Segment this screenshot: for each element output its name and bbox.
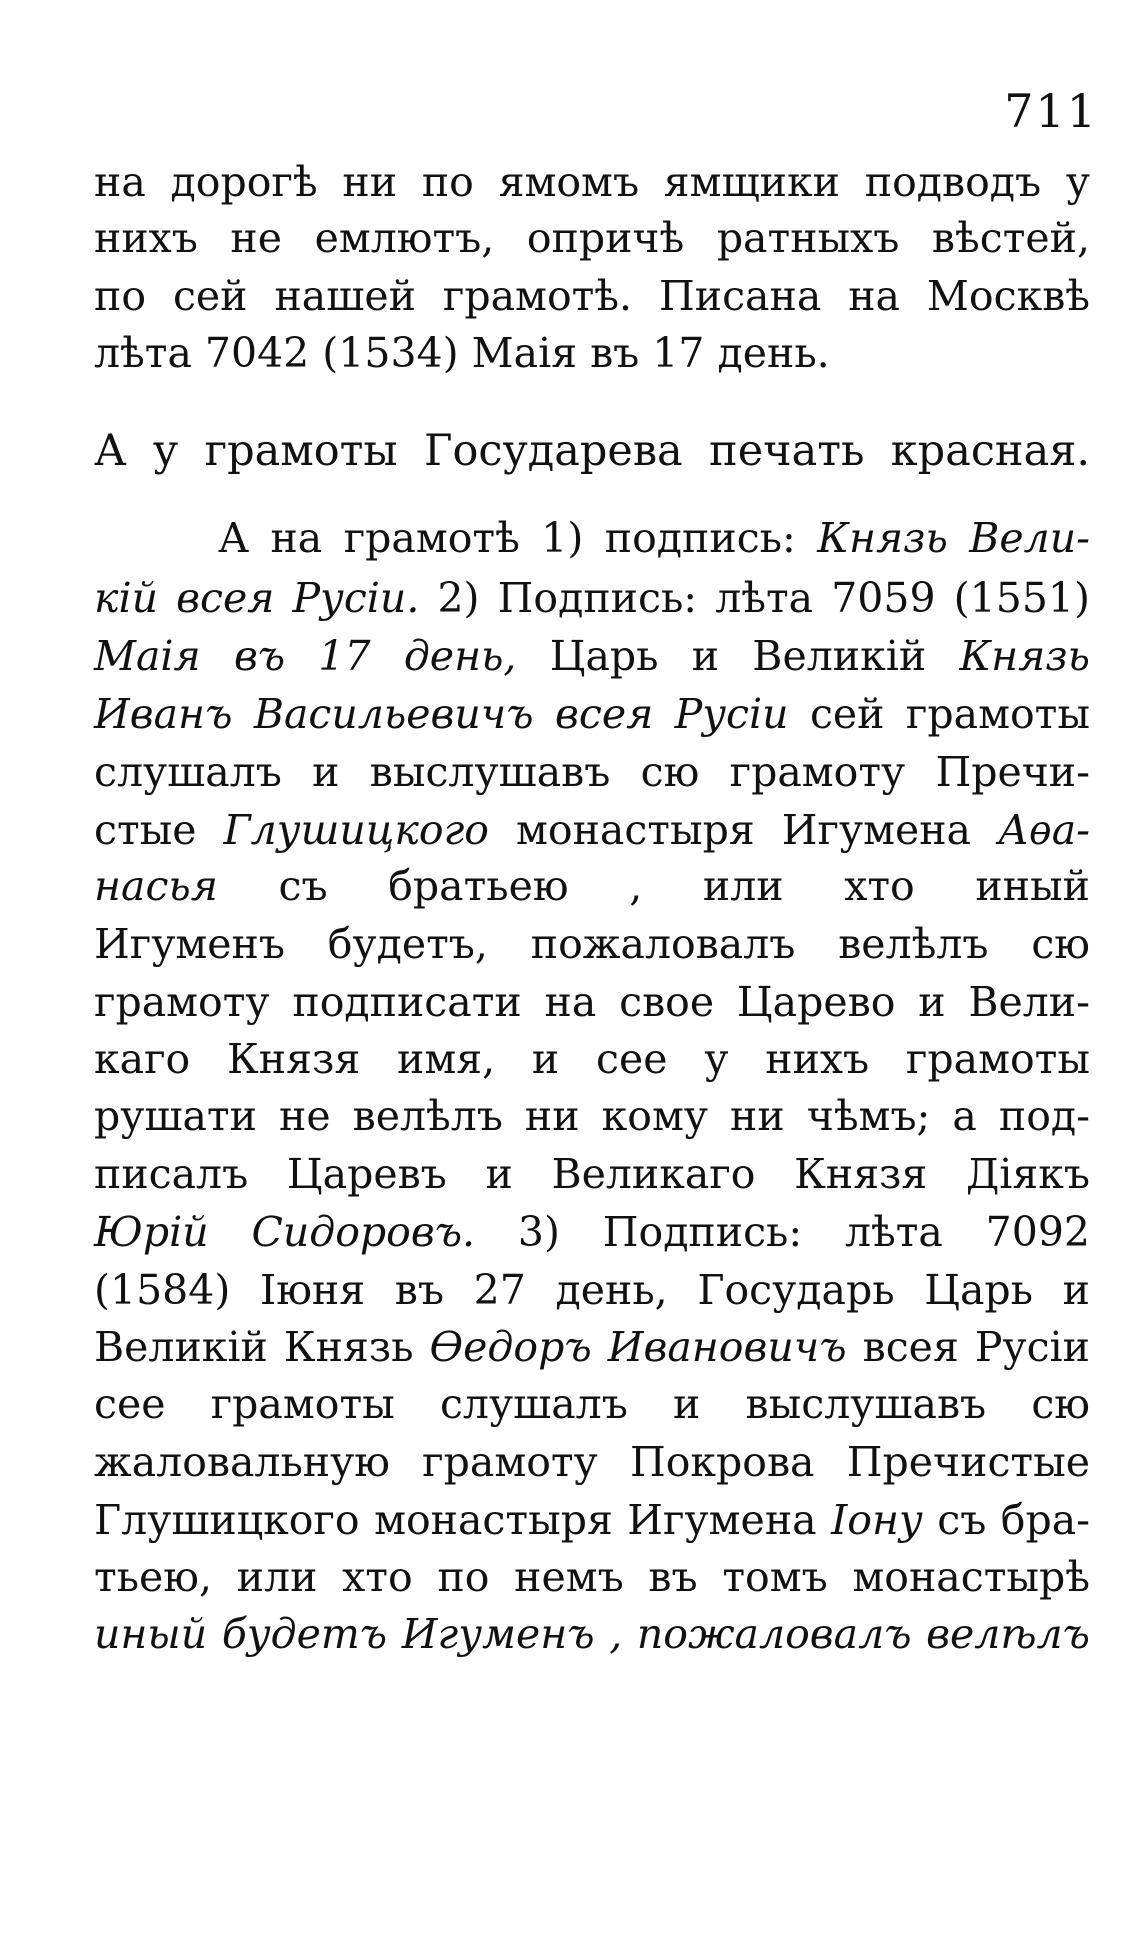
text-segment: сей грамоты bbox=[788, 690, 1090, 738]
text-segment: всея Русіи bbox=[846, 1323, 1090, 1371]
italic-text-segment: насья bbox=[94, 862, 218, 910]
text-segment: Великій Князь bbox=[94, 1323, 430, 1371]
text-line bbox=[94, 1035, 1090, 1083]
italic-text-segment: Князь Вели- bbox=[817, 514, 1090, 562]
italic-text-segment: Маія въ 17 день, bbox=[94, 632, 517, 680]
text-line bbox=[94, 862, 1090, 910]
italic-text-segment: Юрій Сидоровъ. bbox=[94, 1208, 476, 1256]
italic-text-segment: Аѳа- bbox=[998, 806, 1090, 854]
text-line bbox=[94, 1323, 1090, 1371]
text-segment: 2) Подпись: лѣта 7059 (1551) bbox=[419, 574, 1091, 622]
text-segment: жаловальную грамоту Покрова Пречистые bbox=[94, 1438, 1090, 1486]
text-segment: стые bbox=[94, 806, 224, 854]
text-line bbox=[94, 1610, 1090, 1658]
text-segment: 3) Подпись: лѣта 7092 bbox=[475, 1208, 1091, 1256]
text-line bbox=[94, 272, 1090, 320]
text-line bbox=[94, 1208, 1091, 1256]
text-line bbox=[94, 158, 1090, 206]
text-line bbox=[94, 632, 1090, 680]
text-segment: по сей нашей грамотѣ. Писана на Москвѣ bbox=[94, 272, 1090, 320]
text-segment: слушалъ и выслушавъ сю грамоту Пречи- bbox=[94, 748, 1090, 796]
text-line bbox=[94, 1380, 1090, 1428]
italic-text-segment: кій всея Русіи. bbox=[94, 574, 420, 622]
text-line bbox=[94, 574, 1091, 622]
italic-text-segment: иный будетъ Игуменъ , пожаловалъ велѣлъ bbox=[94, 1610, 1090, 1658]
text-segment: нихъ не емлютъ, опричѣ ратныхъ вѣстей, bbox=[94, 214, 1090, 262]
text-segment: А у грамоты Государева печать красная. bbox=[94, 426, 1090, 476]
text-line bbox=[94, 1092, 1090, 1140]
italic-text-segment: Иванъ Васильевичъ всея Русіи bbox=[94, 690, 789, 738]
text-line bbox=[94, 214, 1090, 262]
text-segment: рушати не велѣлъ ни кому ни чѣмъ; а под- bbox=[94, 1092, 1090, 1140]
italic-text-segment: Князь bbox=[959, 632, 1090, 680]
text-line bbox=[94, 920, 1090, 968]
text-line bbox=[94, 806, 1090, 854]
text-line bbox=[94, 690, 1090, 738]
text-segment: съ бра- bbox=[922, 1496, 1090, 1544]
text-line bbox=[94, 1496, 1090, 1544]
text-line bbox=[94, 1266, 1090, 1314]
text-segment: грамоту подписати на свое Царево и Вели- bbox=[94, 978, 1090, 1026]
text-segment: каго Князя имя, и сее у нихъ грамоты bbox=[94, 1035, 1090, 1083]
text-segment: тьею, или хто по немъ въ томъ монастырѣ bbox=[94, 1553, 1090, 1601]
page-number: 711 bbox=[1004, 84, 1098, 138]
text-segment: Игуменъ будетъ, пожаловалъ велѣлъ сю bbox=[94, 920, 1090, 968]
text-segment: лѣта 7042 (1534) Маія въ 17 день. bbox=[94, 329, 830, 377]
text-line bbox=[94, 1553, 1090, 1601]
text-line bbox=[94, 1438, 1090, 1486]
text-segment: съ братьею , или хто иный bbox=[217, 862, 1090, 910]
text-line bbox=[94, 426, 1090, 476]
text-segment: на дорогѣ ни по ямомъ ямщики подводъ у bbox=[94, 158, 1090, 206]
text-segment: Царь и Великій bbox=[516, 632, 960, 680]
text-line bbox=[94, 978, 1090, 1026]
italic-text-segment: Ѳедоръ Ивановичъ bbox=[429, 1323, 847, 1371]
text-segment: писалъ Царевъ и Великаго Князя Діякъ bbox=[94, 1150, 1090, 1198]
text-segment: Глушицкого монастыря Игумена bbox=[94, 1496, 832, 1544]
text-line bbox=[218, 514, 1090, 562]
text-segment: А на грамотѣ 1) подпись: bbox=[218, 514, 818, 562]
italic-text-segment: Іону bbox=[831, 1496, 923, 1544]
italic-text-segment: Глушицкого bbox=[223, 806, 489, 854]
text-segment: монастыря Игумена bbox=[489, 806, 998, 854]
text-segment: сее грамоты слушалъ и выслушавъ сю bbox=[94, 1380, 1090, 1428]
text-segment: (1584) Іюня въ 27 день, Государь Царь и bbox=[94, 1266, 1090, 1314]
text-line bbox=[94, 748, 1090, 796]
text-line bbox=[94, 329, 1090, 377]
text-line bbox=[94, 1150, 1090, 1198]
